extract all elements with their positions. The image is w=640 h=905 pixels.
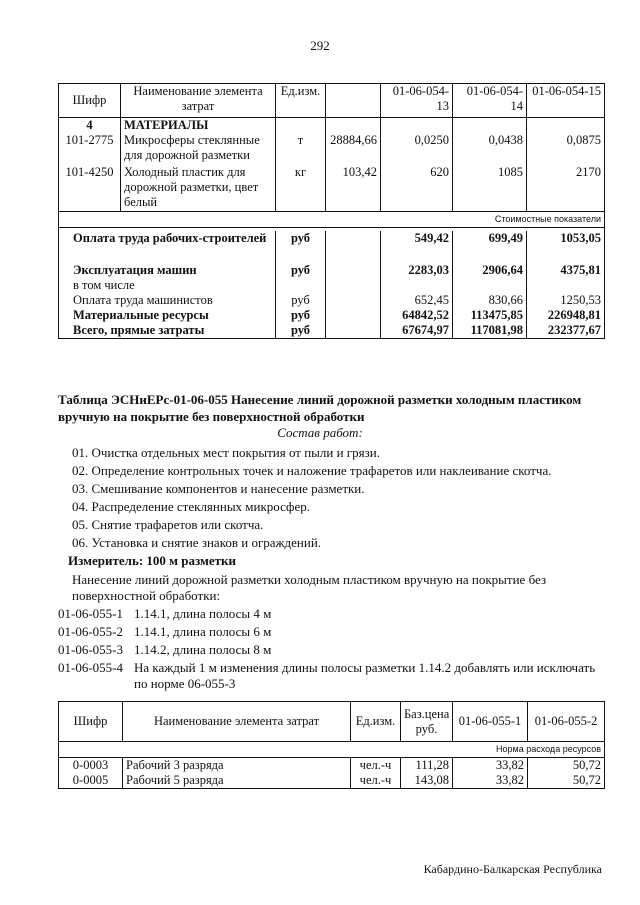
row-unit: чел.-ч [351, 758, 401, 774]
summary-name: Оплата труда рабочих-строителей [59, 231, 276, 263]
work-item: 03. Смешивание компонентов и нанесение разметки. [72, 481, 365, 496]
table-header-row [59, 702, 605, 742]
table-row [59, 133, 605, 165]
norm-code-line [58, 660, 603, 692]
item-name: Микросферы стеклянные для дорожной разметки [121, 133, 276, 165]
header-col-15: 01-06-054-15 [527, 84, 605, 118]
section-title: МАТЕРИАЛЫ [121, 118, 276, 134]
summary-unit: руб [276, 308, 326, 323]
summary-value: 1053,05 [527, 231, 605, 263]
summary-row [59, 278, 605, 293]
summary-value: 652,45 [381, 293, 453, 308]
norm-code: 01-06-055-4 [58, 660, 123, 675]
row-value: 33,82 [453, 758, 528, 774]
summary-row [59, 263, 605, 278]
item-value: 2170 [527, 165, 605, 211]
norm-label: Норма расхода ресурсов [59, 742, 605, 758]
item-price: 28884,66 [326, 133, 381, 165]
header-name: Наименование элемента затрат [121, 84, 276, 118]
table-row [59, 165, 605, 211]
row-name: Рабочий 3 разряда [123, 758, 351, 774]
summary-name: Материальные ресурсы [59, 308, 276, 323]
summary-value: 4375,81 [527, 263, 605, 278]
norm-code: 01-06-055-1 [58, 606, 123, 621]
work-item: 02. Определение контрольных точек и наложение трафаретов или наклеивание скотча. [72, 463, 552, 478]
item-value: 0,0438 [453, 133, 527, 165]
cost-label-row [59, 211, 605, 227]
summary-value: 699,49 [453, 231, 527, 263]
resource-table-055 [58, 701, 605, 789]
summary-value: 2906,64 [453, 263, 527, 278]
work-item: 04. Распределение стеклянных микросфер. [72, 499, 310, 514]
summary-unit: руб [276, 231, 326, 263]
row-value: 33,82 [453, 773, 528, 789]
item-value: 620 [381, 165, 453, 211]
item-value: 1085 [453, 165, 527, 211]
summary-value: 117081,98 [453, 323, 527, 339]
header-price [326, 84, 381, 118]
row-price: 143,08 [401, 773, 453, 789]
page-number: 292 [310, 38, 330, 53]
summary-value: 232377,67 [527, 323, 605, 339]
header-name: Наименование элемента затрат [123, 702, 351, 742]
row-code: 0-0003 [59, 758, 123, 774]
norm-code: 01-06-055-2 [58, 624, 123, 639]
row-value: 50,72 [528, 773, 605, 789]
summary-value: 830,66 [453, 293, 527, 308]
summary-unit: руб [276, 323, 326, 339]
works-heading: Состав работ: [277, 425, 363, 440]
table-header-row [59, 84, 605, 118]
table-title: Таблица ЭСНиЕРс-01-06-055 Нанесение линий дорожной разметки холодным пластиком вручную на покрытие без поверхностной обработки [58, 392, 582, 424]
summary-value: 549,42 [381, 231, 453, 263]
norm-text: На каждый 1 м изменения длины полосы разметки 1.14.2 добавлять или исключать по норме 06-055-3 [134, 660, 596, 691]
work-item: 05. Снятие трафаретов или скотча. [72, 517, 264, 532]
row-price: 111,28 [401, 758, 453, 774]
summary-unit: руб [276, 263, 326, 278]
cost-indicators-label: Стоимостные показатели [59, 211, 605, 227]
summary-name: в том числе [59, 278, 276, 293]
header-col-14: 01-06-054-14 [453, 84, 527, 118]
norm-text: 1.14.1, длина полосы 4 м [134, 606, 272, 621]
footer-region: Кабардино-Балкарская Республика [423, 862, 602, 876]
norm-code-line [58, 642, 603, 658]
description: Нанесение линий дорожной разметки холодным пластиком вручную на покрытие без поверхностной обработки: [72, 572, 547, 603]
header-col-1: 01-06-055-1 [453, 702, 528, 742]
summary-row [59, 323, 605, 339]
section-row [59, 118, 605, 134]
header-unit: Ед.изм. [351, 702, 401, 742]
norm-label-row [59, 742, 605, 758]
summary-row [59, 231, 605, 263]
summary-value: 67674,97 [381, 323, 453, 339]
row-value: 50,72 [528, 758, 605, 774]
item-name: Холодный пластик для дорожной разметки, цвет белый [121, 165, 276, 211]
item-price: 103,42 [326, 165, 381, 211]
item-value: 0,0875 [527, 133, 605, 165]
norm-code-line [58, 606, 603, 622]
summary-unit: руб [276, 293, 326, 308]
table-row [59, 758, 605, 774]
measurer: Измеритель: 100 м разметки [68, 553, 237, 568]
row-code: 0-0005 [59, 773, 123, 789]
header-col-2: 01-06-055-2 [528, 702, 605, 742]
header-col-13: 01-06-054-13 [381, 84, 453, 118]
item-unit: т [276, 133, 326, 165]
item-value: 0,0250 [381, 133, 453, 165]
item-code: 101-4250 [59, 165, 121, 211]
summary-row [59, 293, 605, 308]
summary-value: 226948,81 [527, 308, 605, 323]
summary-name: Всего, прямые затраты [59, 323, 276, 339]
norm-text: 1.14.1, длина полосы 6 м [134, 624, 272, 639]
section-number: 4 [59, 118, 121, 134]
norm-code-line [58, 624, 603, 640]
row-unit: чел.-ч [351, 773, 401, 789]
resource-table-054 [58, 83, 605, 339]
header-price: Баз.цена руб. [401, 702, 453, 742]
work-item: 01. Очистка отдельных мест покрытия от пыли и грязи. [72, 445, 380, 460]
summary-value: 64842,52 [381, 308, 453, 323]
summary-name: Эксплуатация машин [59, 263, 276, 278]
norm-code: 01-06-055-3 [58, 642, 123, 657]
header-code: Шифр [59, 702, 123, 742]
summary-name: Оплата труда машинистов [59, 293, 276, 308]
row-name: Рабочий 5 разряда [123, 773, 351, 789]
summary-row [59, 308, 605, 323]
item-unit: кг [276, 165, 326, 211]
table-row [59, 773, 605, 789]
summary-value: 1250,53 [527, 293, 605, 308]
summary-value: 2283,03 [381, 263, 453, 278]
item-code: 101-2775 [59, 133, 121, 165]
header-unit: Ед.изм. [276, 84, 326, 118]
summary-value: 113475,85 [453, 308, 527, 323]
work-item: 06. Установка и снятие знаков и ограждений. [72, 535, 322, 550]
norm-text: 1.14.2, длина полосы 8 м [134, 642, 272, 657]
header-code: Шифр [59, 84, 121, 118]
